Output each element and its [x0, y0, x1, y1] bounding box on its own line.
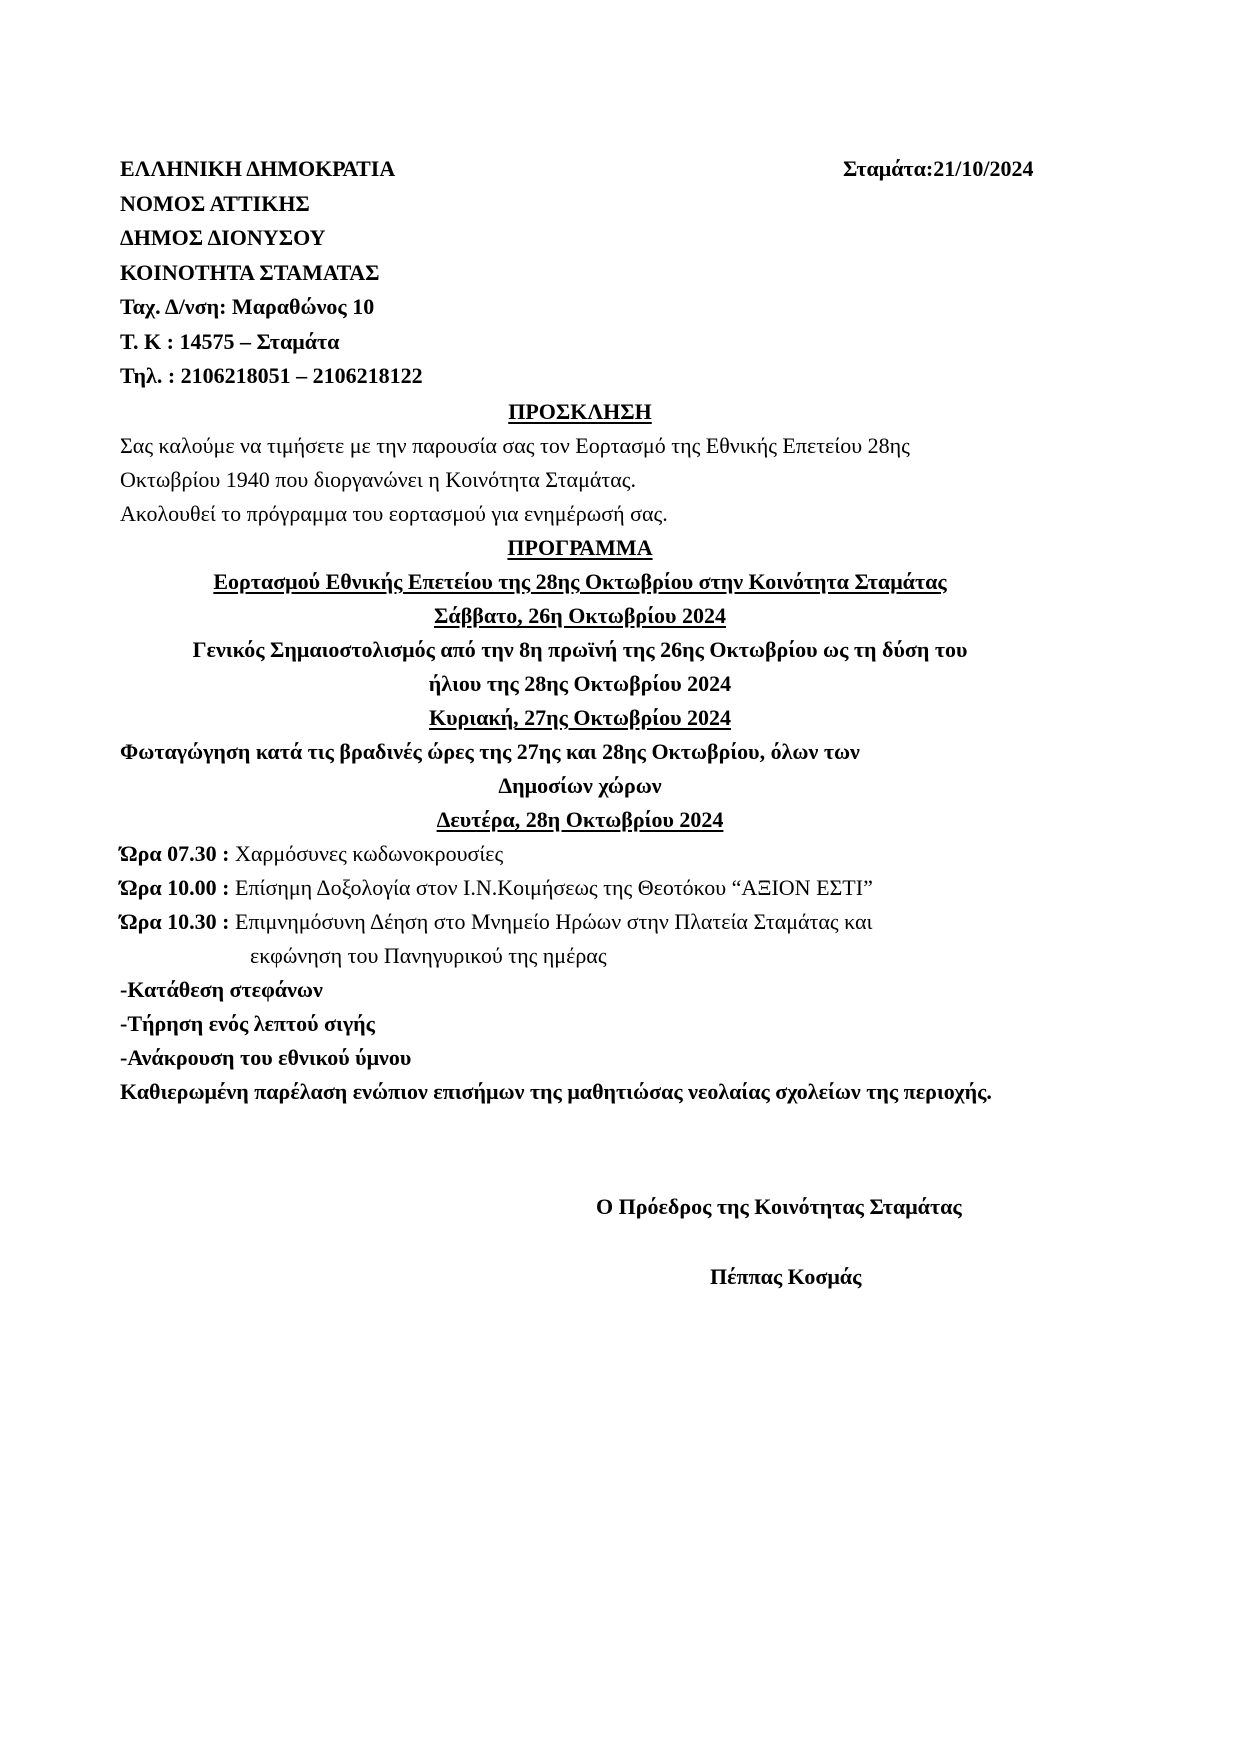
letterhead-municipality: ΔΗΜΟΣ ΔΙΟΝΥΣΟΥ: [120, 225, 326, 250]
letterhead-community: ΚΟΙΝΟΤΗΤΑ ΣΤΑΜΑΤΑΣ: [120, 259, 380, 285]
schedule-item: [120, 837, 1130, 871]
schedule-item: [120, 871, 1130, 905]
schedule-text: Χαρμόσυνες κωδωνοκρουσίες: [229, 841, 504, 866]
signature-role: Ο Πρόεδρος της Κοινότητας Σταμάτας: [596, 1194, 962, 1219]
letterhead-address: Ταχ. Δ/νση: Μαραθώνος 10: [120, 294, 375, 319]
letterhead-country: ΕΛΛΗΝΙΚΗ ΔΗΜΟΚΡΑΤΙΑ: [120, 156, 396, 181]
day1-heading: Σάββατο, 26η Οκτωβρίου 2024: [434, 603, 726, 628]
letterhead: [120, 152, 423, 394]
schedule-continuation: εκφώνηση του Πανηγυρικού της ημέρας: [250, 943, 607, 968]
document-date: Σταμάτα:21/10/2024: [843, 156, 1034, 181]
program-subtitle: Εορτασμού Εθνικής Επετείου της 28ης Οκτωβρίου στην Κοινότητα Σταμάτας: [213, 569, 947, 594]
letterhead-prefecture: ΝΟΜΟΣ ΑΤΤΙΚΗΣ: [120, 190, 310, 216]
day1-text-line-2: ήλιου της 28ης Οκτωβρίου 2024: [428, 671, 732, 696]
day3-heading: Δευτέρα, 28η Οκτωβρίου 2024: [436, 807, 724, 832]
schedule-time: Ώρα 07.30 :: [120, 841, 230, 866]
schedule-text: Επίσημη Δοξολογία στον Ι.Ν.Κοιμήσεως της Θεοτόκου “ΑΞΙΟΝ ΕΣΤΙ”: [229, 875, 873, 900]
invitation-title: ΠΡΟΣΚΛΗΣΗ: [508, 399, 652, 424]
day2-text-line-1: Φωταγώγηση κατά τις βραδινές ώρες της 27ης και 28ης Οκτωβρίου, όλων των: [120, 739, 860, 764]
program-title: ΠΡΟΓΡΑΜΜΑ: [507, 535, 653, 560]
day2-text-line-2: Δημοσίων χώρων: [498, 773, 662, 798]
schedule-item: [120, 905, 1130, 939]
document-body: [120, 395, 1130, 1109]
schedule-time: Ώρα 10.00 :: [120, 875, 230, 900]
invitation-paragraph-line-2: Οκτωβρίου 1940 που διοργανώνει η Κοινότητα Σταμάτας.: [120, 467, 636, 492]
schedule-text: Επιμνημόσυνη Δέηση στο Μνημείο Ηρώων στην Πλατεία Σταμάτας και: [229, 909, 873, 934]
parade-text: Καθιερωμένη παρέλαση ενώπιον επισήμων της μαθητιώσας νεολαίας σχολείων της περιοχής.: [120, 1079, 992, 1104]
invitation-paragraph-line-1: Σας καλούμε να τιμήσετε με την παρουσία σας τον Εορτασμό της Εθνικής Επετείου 28ης: [120, 433, 910, 458]
letterhead-postal-code: Τ. Κ : 14575 – Σταμάτα: [120, 328, 340, 354]
schedule-time: Ώρα 10.30 :: [120, 909, 230, 934]
ceremony-item: -Τήρηση ενός λεπτού σιγής: [120, 1011, 375, 1036]
day2-heading: Κυριακή, 27ης Οκτωβρίου 2024: [428, 705, 732, 730]
day1-text-line-1: Γενικός Σημαιοστολισμός από την 8η πρωϊνή της 26ης Οκτωβρίου ως τη δύση του: [192, 637, 968, 662]
letterhead-phone: Τηλ. : 2106218051 – 2106218122: [120, 363, 423, 388]
ceremony-item: -Ανάκρουση του εθνικού ύμνου: [120, 1045, 412, 1070]
invitation-followup: Ακολουθεί το πρόγραμμα του εορτασμού για ενημέρωσή σας.: [120, 501, 668, 526]
ceremony-item: -Κατάθεση στεφάνων: [120, 977, 323, 1002]
signature-name: Πέππας Κοσμάς: [710, 1264, 862, 1289]
